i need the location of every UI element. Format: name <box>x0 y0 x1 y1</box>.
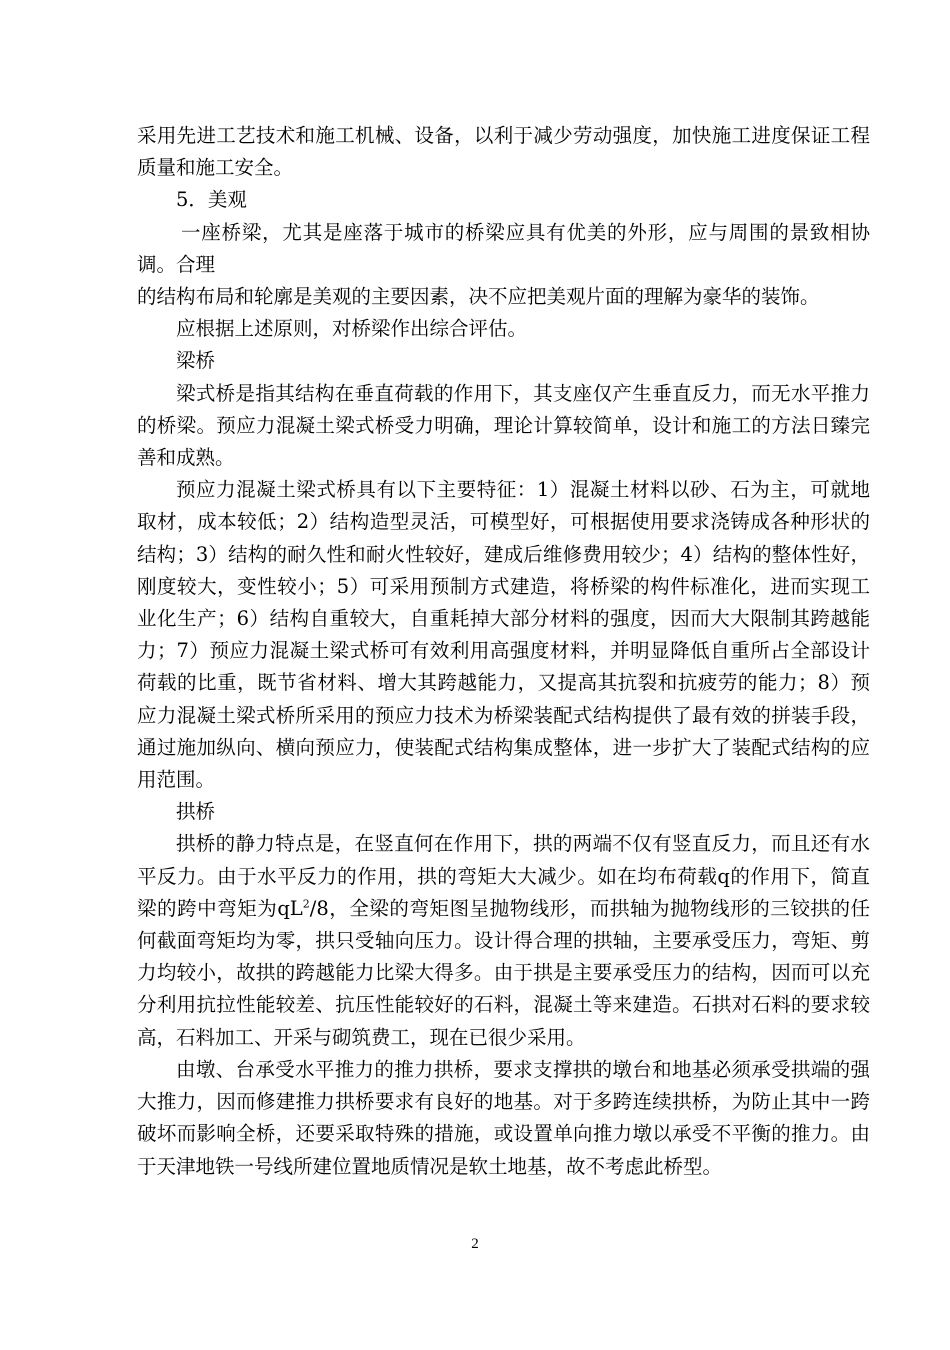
paragraph-thrust-arch: 由墩、台承受水平推力的推力拱桥，要求支撑拱的墩台和地基必须承受拱端的强大推力，因而修建推力拱桥要求有良好的地基。对于多跨连续拱桥，为防止其中一跨破坏而影响全桥，还要采取特殊的措施，或设置单向推力墩以承受不平衡的推力。由于天津地铁一号线所建位置地质情况是软土地基，故不考虑此桥型。 <box>137 1057 870 1178</box>
paragraph-construction: 采用先进工艺技术和施工机械、设备，以利于减少劳动强度，加快施工进度保证工程质量和施工安全。 <box>137 124 870 180</box>
paragraph-beam-bridge-definition: 梁式桥是指其结构在垂直荷载的作用下，其支座仅产生垂直反力，而无水平推力的桥梁。预应力混凝土梁式桥受力明确，理论计算较简单，设计和施工的方法日臻完善和成熟。 <box>137 381 870 470</box>
arch-text-before-superscript: 拱桥的静力特点是，在竖直何在作用下，拱的两端不仅有竖直反力，而且还有水平反力。由于水平反力的作用，拱的弯矩大大减少。如在均布荷载q的作用下，简直梁的跨中弯矩为qL <box>137 832 870 920</box>
paragraph-beam-bridge-features: 预应力混凝土梁式桥具有以下主要特征：1）混凝土材料以砂、石为主，可就地取材，成本较低；2）结构造型灵活，可模型好，可根据使用要求浇铸成各种形状的结构；3）结构的耐久性和耐火性较好，建成后维修费用较少；4）结构的整体性好，刚度较大，变性较小；5）可采用预制方式建造，将桥梁的构件标准化，进而实现工业化生产；6）结构自重较大，自重耗掉大部分材料的强度，因而大大限制其跨越能力；7）预应力混凝土梁式桥可有效利用高强度材料，并明显降低自重所占全部设计荷载的比重，既节省材料、增大其跨越能力，又提高其抗裂和抗疲劳的能力；8）预应力混凝土梁式桥所采用的预应力技术为桥梁装配式结构提供了最有效的拼装手段，通过施加纵向、横向预应力，使装配式结构集成整体，进一步扩大了装配式结构的应用范围。 <box>137 478 870 792</box>
paragraph-aesthetics-2: 的结构布局和轮廓是美观的主要因素，决不应把美观片面的理解为豪华的装饰。 <box>137 285 820 309</box>
arch-text-after-superscript: /8，全梁的弯矩图呈抛物线形，而拱轴为抛物线形的三铰拱的任何截面弯矩均为零，拱只受轴向压力。设计得合理的拱轴，主要承受压力，弯矩、剪力均较小，故拱的跨越能力比梁大得多。由于拱是主要承受压力的结构，因而可以充分利用抗拉性能较差、抗压性能较好的石料，混凝土等来建造。石拱对石料的要求较高，石料加工、开采与砌筑费工，现在已很少采用。 <box>137 896 870 1049</box>
heading-beam-bridge: 梁桥 <box>176 349 216 373</box>
body-text <box>137 120 870 1183</box>
superscript-exponent: 2 <box>302 897 310 911</box>
page-number: 2 <box>471 1236 479 1252</box>
paragraph-evaluation: 应根据上述原则，对桥梁作出综合评估。 <box>176 317 528 341</box>
heading-aesthetics: 5．美观 <box>176 188 247 212</box>
heading-arch-bridge: 拱桥 <box>176 800 216 824</box>
paragraph-aesthetics-1: 一座桥梁，尤其是座落于城市的桥梁应具有优美的外形，应与周围的景致相协调。合理 <box>137 220 870 276</box>
paragraph-arch-bridge-statics <box>137 828 870 1053</box>
